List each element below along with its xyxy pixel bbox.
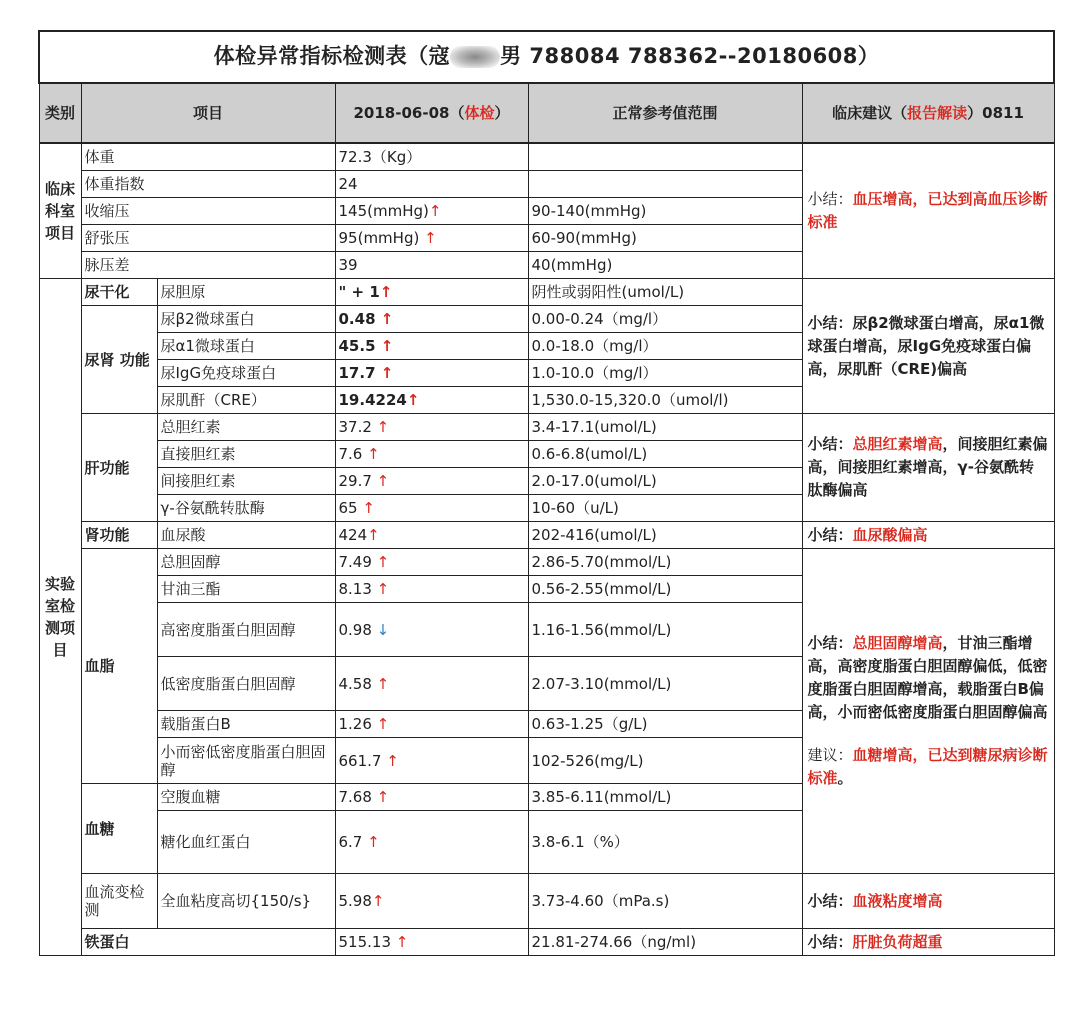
value-cell: 6.7 ↑ [335, 811, 528, 874]
range-cell: 3.4-17.1(umol/L) [528, 414, 802, 441]
range-cell: 3.73-4.60（mPa.s) [528, 874, 802, 929]
blurred-name [450, 46, 500, 68]
header-row [39, 83, 1054, 143]
exam-report [38, 30, 1053, 956]
range-cell: 40(mmHg) [528, 252, 802, 279]
range-cell: 0.6-6.8(umol/L) [528, 441, 802, 468]
range-cell: 102-526(mg/L) [528, 738, 802, 784]
range-cell: 0.63-1.25（g/L) [528, 711, 802, 738]
value-cell: 5.98↑ [335, 874, 528, 929]
header-range: 正常参考值范围 [528, 83, 802, 143]
range-cell: 2.0-17.0(umol/L) [528, 468, 802, 495]
category-lab: 实验室检测项目 [39, 279, 81, 956]
group-cell: 尿干化 [81, 279, 157, 306]
group-cell: 血脂 [81, 549, 157, 784]
group-cell: 血糖 [81, 784, 157, 874]
item-cell: 总胆红素 [157, 414, 335, 441]
item-cell: 总胆固醇 [157, 549, 335, 576]
item-cell: 尿肌酐（CRE） [157, 387, 335, 414]
group-cell: 尿肾 功能 [81, 306, 157, 414]
header-date: 2018-06-08（体检） [335, 83, 528, 143]
table-row [39, 143, 1054, 171]
value-cell: 0.48 ↑ [335, 306, 528, 333]
category-clinical: 临床科室项目 [39, 143, 81, 279]
value-cell: 17.7 ↑ [335, 360, 528, 387]
value-cell: 7.49 ↑ [335, 549, 528, 576]
range-cell: 3.85-6.11(mmol/L) [528, 784, 802, 811]
table-row [39, 929, 1054, 956]
value-cell: 7.6 ↑ [335, 441, 528, 468]
value-cell: 4.58 ↑ [335, 657, 528, 711]
value-cell: 661.7 ↑ [335, 738, 528, 784]
item-cell: γ-谷氨酰转肽酶 [157, 495, 335, 522]
table-row [39, 549, 1054, 576]
item-cell: 空腹血糖 [157, 784, 335, 811]
value-cell: 95(mmHg) ↑ [335, 225, 528, 252]
note-clinical: 小结：血压增高，已达到高血压诊断标准 [802, 143, 1054, 279]
range-cell: 21.81-274.66（ng/ml) [528, 929, 802, 956]
title-prefix: 体检异常指标检测表（寇 [213, 44, 451, 68]
item-cell: 收缩压 [81, 198, 335, 225]
group-cell: 肝功能 [81, 414, 157, 522]
item-cell: 尿α1微球蛋白 [157, 333, 335, 360]
item-cell: 尿β2微球蛋白 [157, 306, 335, 333]
range-cell: 阴性或弱阳性(umol/L) [528, 279, 802, 306]
note-liver: 小结：总胆红素增高，间接胆红素偏高，间接胆红素增高，γ-谷氨酰转肽酶偏高 [802, 414, 1054, 522]
value-cell: 8.13 ↑ [335, 576, 528, 603]
range-cell: 202-416(umol/L) [528, 522, 802, 549]
value-cell: 19.4224↑ [335, 387, 528, 414]
item-cell: 小而密低密度脂蛋白胆固醇 [157, 738, 335, 784]
table-row [39, 874, 1054, 929]
table-row [39, 522, 1054, 549]
value-cell: 72.3（Kg） [335, 143, 528, 171]
exam-table [38, 30, 1055, 956]
range-cell: 2.07-3.10(mmol/L) [528, 657, 802, 711]
range-cell: 0.56-2.55(mmol/L) [528, 576, 802, 603]
item-cell: 全血粘度高切{150/s} [157, 874, 335, 929]
group-cell: 肾功能 [81, 522, 157, 549]
item-cell: 甘油三酯 [157, 576, 335, 603]
value-cell: 515.13 ↑ [335, 929, 528, 956]
value-cell: " + 1↑ [335, 279, 528, 306]
range-cell: 0.0-18.0（mg/l） [528, 333, 802, 360]
report-title [39, 31, 1054, 83]
note-lipid: 小结：总胆固醇增高，甘油三酯增高，高密度脂蛋白胆固醇偏低，低密度脂蛋白胆固醇增高，载脂蛋白B偏高，小而密低密度脂蛋白胆固醇偏高 建议：血糖增高，已达到糖尿病诊断标准。 [802, 549, 1054, 874]
item-cell: 体重指数 [81, 171, 335, 198]
header-advice: 临床建议（报告解读）0811 [802, 83, 1054, 143]
value-cell: 39 [335, 252, 528, 279]
value-cell: 24 [335, 171, 528, 198]
group-cell: 血流变检测 [81, 874, 157, 929]
title-suffix: 男 788084 788362--20180608） [500, 44, 880, 68]
item-cell: 脉压差 [81, 252, 335, 279]
range-cell: 1.0-10.0（mg/l） [528, 360, 802, 387]
value-cell: 7.68 ↑ [335, 784, 528, 811]
table-row [39, 279, 1054, 306]
item-cell: 尿胆原 [157, 279, 335, 306]
note-renal: 小结：尿β2微球蛋白增高，尿α1微球蛋白增高，尿IgG免疫球蛋白偏高，尿肌酐（CRE)偏高 [802, 279, 1054, 414]
group-cell: 铁蛋白 [81, 929, 335, 956]
value-cell: 45.5 ↑ [335, 333, 528, 360]
item-cell: 间接胆红素 [157, 468, 335, 495]
range-cell: 60-90(mmHg) [528, 225, 802, 252]
table-row [39, 414, 1054, 441]
value-cell: 1.26 ↑ [335, 711, 528, 738]
item-cell: 载脂蛋白B [157, 711, 335, 738]
note-kidney: 小结：血尿酸偏高 [802, 522, 1054, 549]
range-cell [528, 171, 802, 198]
item-cell: 糖化血红蛋白 [157, 811, 335, 874]
item-cell: 舒张压 [81, 225, 335, 252]
value-cell: 65 ↑ [335, 495, 528, 522]
value-cell: 29.7 ↑ [335, 468, 528, 495]
range-cell [528, 143, 802, 171]
value-cell: 424↑ [335, 522, 528, 549]
item-cell: 血尿酸 [157, 522, 335, 549]
range-cell: 3.8-6.1（%） [528, 811, 802, 874]
range-cell: 1.16-1.56(mmol/L) [528, 603, 802, 657]
item-cell: 尿IgG免疫球蛋白 [157, 360, 335, 387]
range-cell: 1,530.0-15,320.0（umol/l) [528, 387, 802, 414]
range-cell: 90-140(mmHg) [528, 198, 802, 225]
value-cell: 37.2 ↑ [335, 414, 528, 441]
note-rheology: 小结：血液粘度增高 [802, 874, 1054, 929]
item-cell: 高密度脂蛋白胆固醇 [157, 603, 335, 657]
item-cell: 体重 [81, 143, 335, 171]
header-item: 项目 [81, 83, 335, 143]
value-cell: 145(mmHg)↑ [335, 198, 528, 225]
item-cell: 低密度脂蛋白胆固醇 [157, 657, 335, 711]
range-cell: 10-60（u/L) [528, 495, 802, 522]
header-category: 类别 [39, 83, 81, 143]
item-cell: 直接胆红素 [157, 441, 335, 468]
note-ferritin: 小结：肝脏负荷超重 [802, 929, 1054, 956]
value-cell: 0.98 ↓ [335, 603, 528, 657]
range-cell: 0.00-0.24（mg/l） [528, 306, 802, 333]
range-cell: 2.86-5.70(mmol/L) [528, 549, 802, 576]
